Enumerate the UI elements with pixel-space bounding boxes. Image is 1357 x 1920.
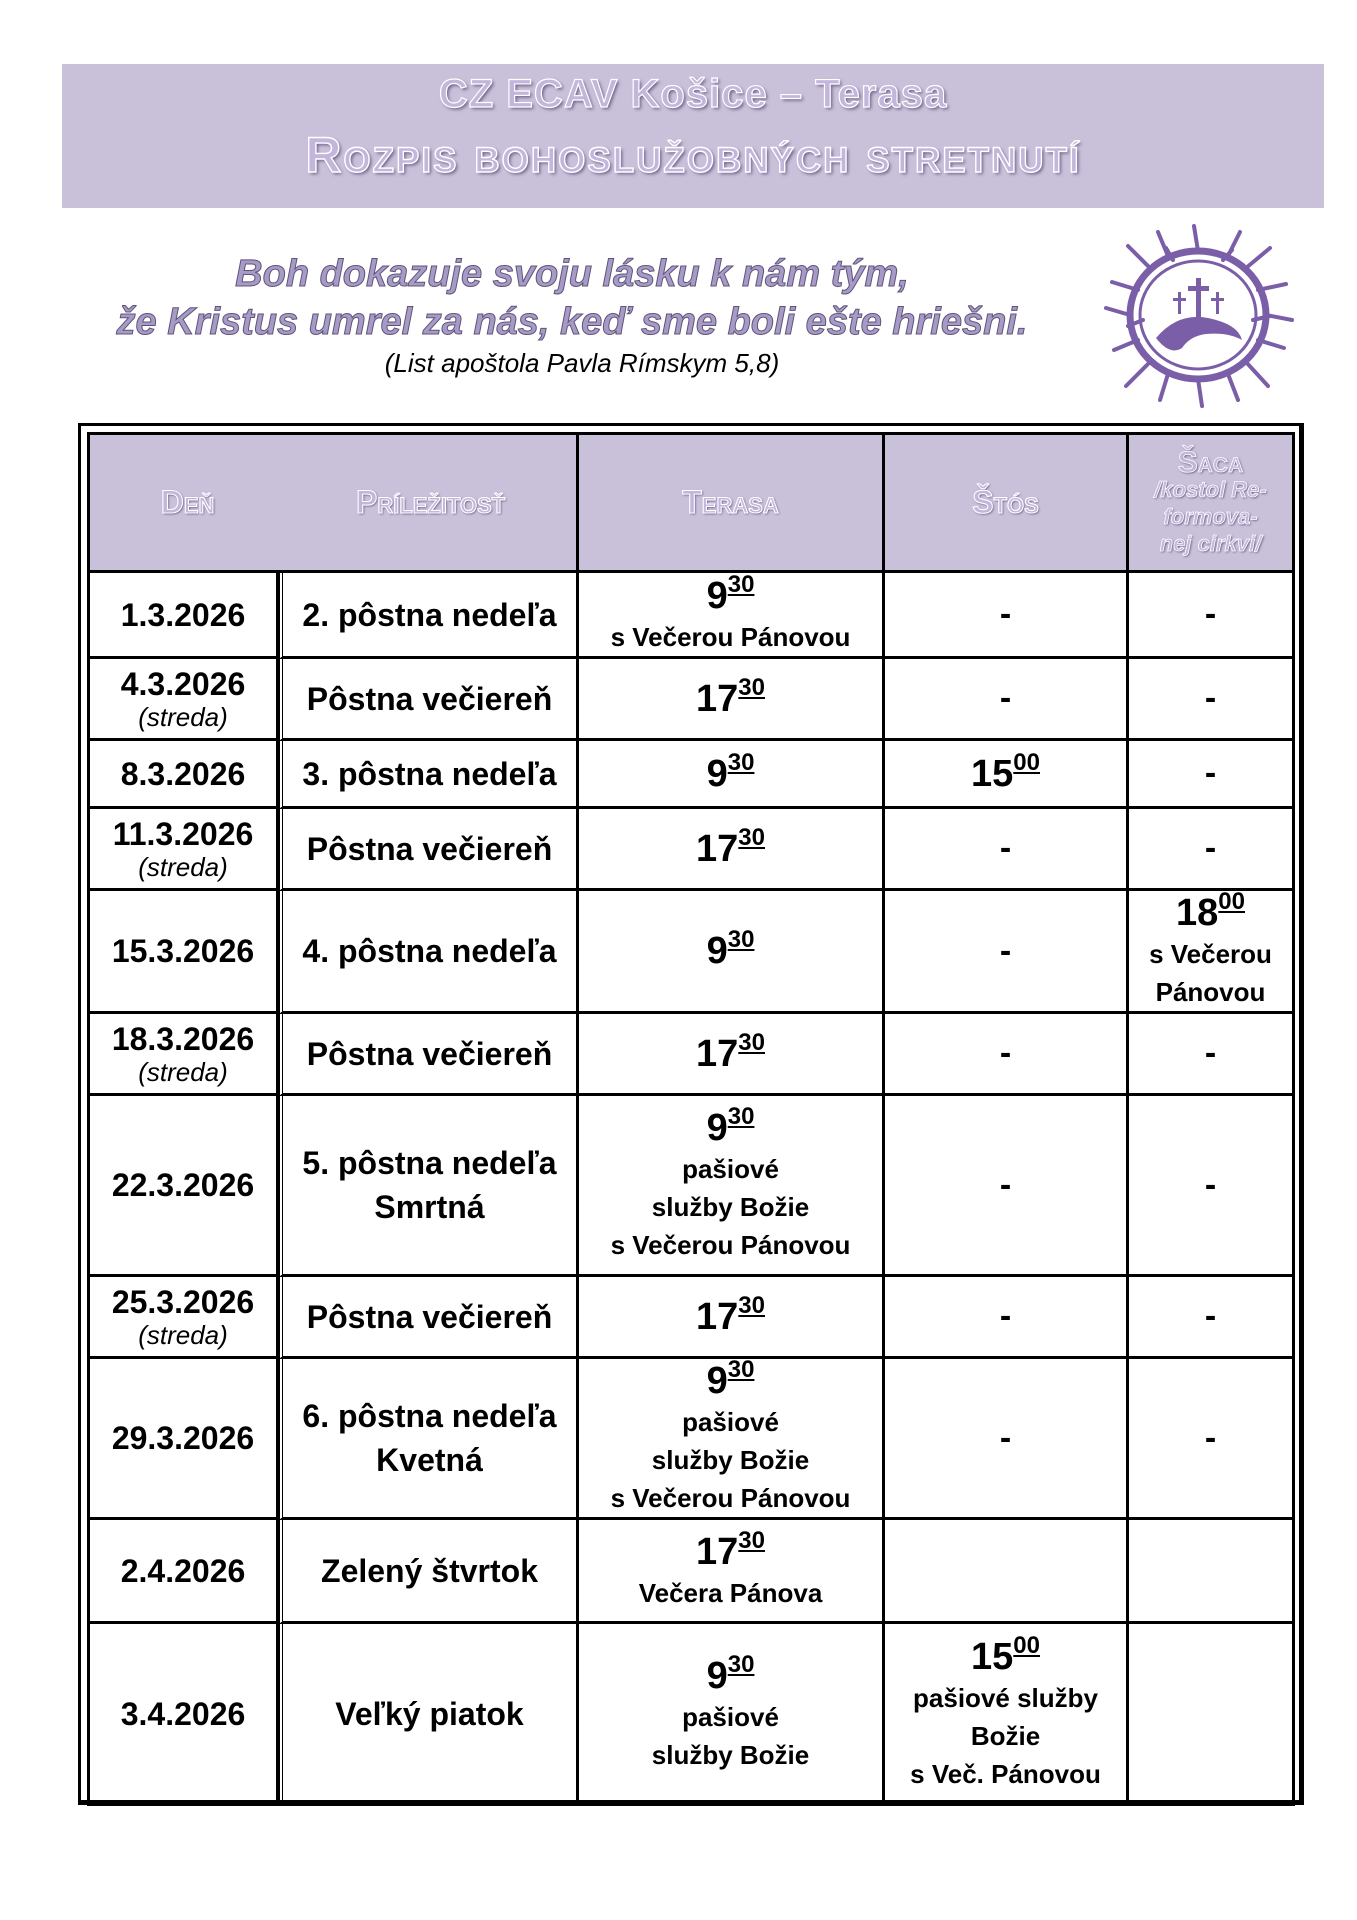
- table-row: [87, 1096, 1295, 1277]
- terasa-cell: [579, 1096, 885, 1277]
- occasion: Kvetná: [376, 1442, 483, 1478]
- date-cell: [87, 1014, 279, 1096]
- schedule-table-frame: [78, 423, 1304, 1805]
- date-cell: [87, 659, 279, 741]
- table-row: [87, 809, 1295, 891]
- header-day: Deň: [160, 484, 215, 520]
- stos-cell: [885, 1014, 1129, 1096]
- saca-cell: [1129, 659, 1295, 741]
- service-time: $9^{30}$: [706, 1103, 755, 1149]
- terasa-cell: [579, 570, 885, 659]
- stos-cell: [885, 573, 1129, 659]
- service-note: pašiové: [682, 1407, 779, 1437]
- service-time: $9^{30}$: [706, 570, 755, 617]
- date: 18.3.2026: [111, 1020, 255, 1057]
- crown-of-thorns-cross-icon: [1098, 220, 1298, 410]
- date: 15.3.2026: [111, 933, 255, 969]
- verse-reference: (List apoštola Pavla Rímskym 5,8): [384, 348, 780, 378]
- date-cell: [87, 891, 279, 1014]
- occasion: Veľký piatok: [335, 1695, 524, 1732]
- saca-cell: [1129, 1096, 1295, 1277]
- date: 25.3.2026: [111, 1283, 255, 1320]
- occasion: 4. pôstna nedeľa: [302, 933, 557, 969]
- service-time: $9^{30}$: [706, 926, 755, 972]
- stos-cell: [885, 891, 1129, 1014]
- saca-cell: [1129, 741, 1295, 809]
- terasa-cell: [579, 1356, 885, 1520]
- service-time: $17^{30}$: [696, 1028, 765, 1075]
- service-note: služby Božie: [651, 1739, 810, 1770]
- table-row: [87, 573, 1295, 659]
- service-time: $9^{30}$: [706, 748, 755, 795]
- date-cell: [87, 573, 279, 659]
- service-note: pašiové služby: [913, 1682, 1098, 1713]
- bible-verse: [62, 250, 1082, 380]
- table-row: [87, 891, 1295, 1014]
- occasion-cell: [279, 1277, 579, 1359]
- date-cell: [87, 809, 279, 891]
- date: 22.3.2026: [111, 1167, 255, 1203]
- date-cell: [87, 1520, 279, 1624]
- service-note: s Večerou: [1149, 939, 1272, 969]
- service-note: Pánovou: [1155, 977, 1266, 1007]
- terasa-cell: [579, 1624, 885, 1806]
- stos-cell: [885, 1096, 1129, 1277]
- table-row: [87, 741, 1295, 809]
- table-row: [87, 1520, 1295, 1624]
- date-cell: [87, 1359, 279, 1520]
- table-header-row: [87, 432, 1295, 573]
- no-service: -: [999, 1034, 1012, 1072]
- service-time: $18^{00}$: [1176, 888, 1245, 934]
- service-note: služby Božie: [651, 1445, 810, 1475]
- no-service: -: [999, 1165, 1012, 1204]
- no-service: -: [1204, 1418, 1217, 1457]
- saca-cell: [1129, 888, 1295, 1014]
- header-banner: [62, 64, 1324, 208]
- service-time: $17^{30}$: [696, 1526, 765, 1573]
- no-service: -: [999, 829, 1012, 867]
- header-day-occasion: [87, 432, 579, 573]
- date-cell: [87, 1096, 279, 1277]
- service-time: $15^{00}$: [971, 748, 1040, 795]
- occasion-cell: [279, 1520, 579, 1624]
- occasion-cell: [279, 1096, 579, 1277]
- date: 8.3.2026: [120, 755, 246, 792]
- saca-cell: [1129, 1359, 1295, 1520]
- occasion: Pôstna večiereň: [306, 1035, 553, 1072]
- no-service: -: [1204, 1297, 1217, 1335]
- occasion: Zelený štvrtok: [321, 1552, 538, 1589]
- no-service: -: [999, 931, 1012, 970]
- terasa-cell: [579, 741, 885, 809]
- no-service: -: [1204, 1165, 1217, 1204]
- date: 29.3.2026: [111, 1420, 255, 1456]
- stos-cell: [885, 659, 1129, 741]
- terasa-cell: [579, 1520, 885, 1624]
- service-note: Večera Pánova: [638, 1577, 823, 1608]
- weekday-note: (streda): [138, 1056, 228, 1087]
- date-cell: [87, 1624, 279, 1806]
- no-service: -: [1204, 1034, 1217, 1072]
- date-cell: [87, 1277, 279, 1359]
- terasa-cell: [579, 1277, 885, 1359]
- saca-cell: [1129, 1624, 1295, 1806]
- occasion-cell: [279, 1624, 579, 1806]
- occasion: 3. pôstna nedeľa: [302, 755, 557, 792]
- date-cell: [87, 741, 279, 809]
- table-row: [87, 1014, 1295, 1096]
- saca-cell: [1129, 1014, 1295, 1096]
- page-title: Rozpis bohoslužobných stretnutí: [305, 127, 1081, 183]
- no-service: -: [1204, 595, 1217, 633]
- terasa-cell: [579, 891, 885, 1014]
- occasion: 6. pôstna nedeľa: [302, 1398, 557, 1434]
- service-note: s Večerou Pánovou: [610, 1230, 851, 1260]
- service-note: s Večerou Pánovou: [610, 621, 851, 652]
- verse-line-2: že Kristus umrel za nás, keď sme boli ešte hriešni.: [116, 301, 1028, 343]
- no-service: -: [1204, 754, 1217, 792]
- occasion: 5. pôstna nedeľa: [302, 1145, 557, 1181]
- occasion-cell: [279, 1359, 579, 1520]
- header-saca: Šaca /kostol Re- formova- nej cirkvi/: [1129, 432, 1295, 573]
- terasa-cell: [579, 659, 885, 741]
- stos-cell: [885, 741, 1129, 809]
- occasion: Pôstna večiereň: [306, 830, 553, 867]
- table-row: [87, 1624, 1295, 1806]
- date: 4.3.2026: [120, 665, 246, 702]
- stos-cell: [885, 1624, 1129, 1806]
- terasa-cell: [579, 1014, 885, 1096]
- no-service: -: [1204, 829, 1217, 867]
- no-service: -: [999, 595, 1012, 633]
- service-time: $9^{30}$: [706, 1650, 755, 1697]
- occasion-cell: [279, 809, 579, 891]
- header-terasa: Terasa: [579, 432, 885, 573]
- service-time: $17^{30}$: [696, 823, 765, 870]
- no-service: -: [999, 1418, 1012, 1457]
- table-row: [87, 659, 1295, 741]
- weekday-note: (streda): [138, 701, 228, 732]
- weekday-note: (streda): [138, 851, 228, 882]
- occasion-cell: [279, 891, 579, 1014]
- table-row: [87, 1359, 1295, 1520]
- stos-cell: [885, 1520, 1129, 1624]
- service-note: pašiové: [682, 1154, 779, 1184]
- schedule-table: [87, 432, 1295, 1806]
- stos-cell: [885, 1277, 1129, 1359]
- date: 1.3.2026: [120, 596, 246, 633]
- service-note: služby Božie: [651, 1192, 810, 1222]
- date: 11.3.2026: [112, 815, 254, 852]
- service-time: $9^{30}$: [706, 1356, 755, 1402]
- header-occasion: Príležitosť: [355, 484, 506, 520]
- weekday-note: (streda): [138, 1319, 228, 1350]
- occasion: Pôstna večiereň: [306, 680, 553, 717]
- occasion-cell: [279, 573, 579, 659]
- saca-cell: [1129, 1277, 1295, 1359]
- service-time: $17^{30}$: [696, 673, 765, 720]
- no-service: -: [999, 1297, 1012, 1335]
- verse-line-1: Boh dokazuje svoju lásku k nám tým,: [235, 253, 909, 295]
- saca-cell: [1129, 809, 1295, 891]
- date: 2.4.2026: [120, 1552, 246, 1589]
- stos-cell: [885, 1359, 1129, 1520]
- service-time: $17^{30}$: [696, 1291, 765, 1338]
- header-stos: Štós: [885, 432, 1129, 573]
- church-name: CZ ECAV Košice – Terasa: [438, 72, 948, 116]
- saca-cell: [1129, 573, 1295, 659]
- occasion-cell: [279, 1014, 579, 1096]
- occasion-cell: [279, 741, 579, 809]
- saca-cell: [1129, 1520, 1295, 1624]
- service-note: pašiové: [682, 1701, 779, 1732]
- date: 3.4.2026: [120, 1695, 246, 1732]
- occasion: Pôstna večiereň: [306, 1298, 553, 1335]
- occasion-cell: [279, 659, 579, 741]
- no-service: -: [1204, 679, 1217, 717]
- service-note: s Več. Pánovou: [910, 1758, 1101, 1789]
- service-time: $15^{00}$: [971, 1631, 1040, 1678]
- service-note: s Večerou Pánovou: [610, 1483, 851, 1513]
- table-row: [87, 1277, 1295, 1359]
- terasa-cell: [579, 809, 885, 891]
- service-note: Božie: [970, 1720, 1041, 1751]
- stos-cell: [885, 809, 1129, 891]
- occasion: 2. pôstna nedeľa: [302, 596, 557, 633]
- no-service: -: [999, 679, 1012, 717]
- occasion: Smrtná: [374, 1189, 485, 1225]
